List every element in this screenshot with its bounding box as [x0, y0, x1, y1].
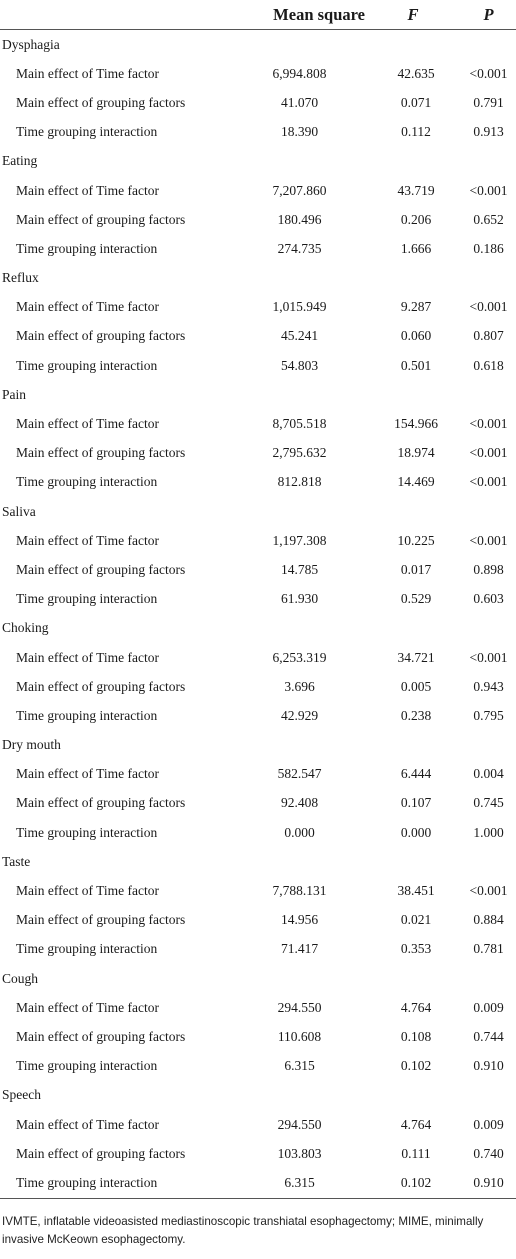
table-footnote: IVMTE, inflatable videoasisted mediastinoscopic transhiatal esophagectomy; MIME, minimally invasive McKeown esophagectomy.	[2, 1215, 484, 1246]
group-label: Eating	[2, 153, 38, 169]
table-row	[0, 1168, 516, 1198]
group-label: Taste	[2, 853, 31, 869]
mean-square-value: 14.956	[280, 912, 319, 928]
header-p: P	[451, 0, 516, 30]
effect-label: Time grouping interaction	[16, 824, 158, 840]
f-value: 0.501	[400, 357, 432, 373]
p-value: 0.744	[473, 1028, 504, 1044]
table-row	[0, 876, 516, 905]
table-row	[0, 906, 516, 935]
effect-label: Main effect of grouping factors	[16, 912, 186, 928]
group-label: Choking	[2, 620, 49, 636]
group-label: Saliva	[2, 503, 36, 519]
mean-square-value: 71.417	[280, 941, 319, 957]
mean-square-value: 1,197.308	[272, 532, 327, 548]
p-value: 0.910	[473, 1058, 504, 1074]
f-value: 34.721	[397, 649, 435, 665]
mean-square-value: 18.390	[280, 124, 319, 140]
table-row	[0, 1110, 516, 1139]
f-value: 38.451	[397, 883, 435, 899]
mean-square-value: 6.315	[284, 1058, 315, 1074]
mean-square-value: 180.496	[277, 211, 322, 227]
mean-square-value: 3.696	[284, 678, 315, 694]
f-value: 9.287	[400, 299, 432, 315]
mean-square-value: 8,705.518	[272, 416, 327, 432]
table-row	[0, 351, 516, 380]
header-label	[0, 0, 220, 30]
p-value: 0.898	[473, 561, 504, 577]
p-value: 0.740	[473, 1145, 504, 1161]
group-row	[0, 497, 516, 526]
mean-square-value: 42.929	[280, 707, 319, 723]
effect-label: Main effect of Time factor	[16, 182, 159, 198]
p-value: 0.004	[473, 766, 504, 782]
group-row	[0, 264, 516, 293]
table-row	[0, 585, 516, 614]
effect-label: Main effect of Time factor	[16, 532, 159, 548]
f-value: 0.060	[400, 328, 432, 344]
p-value: 0.943	[473, 678, 504, 694]
f-value: 0.107	[400, 795, 432, 811]
effect-label: Main effect of Time factor	[16, 649, 159, 665]
effect-label: Main effect of grouping factors	[16, 561, 186, 577]
group-row	[0, 847, 516, 876]
mean-square-value: 103.803	[277, 1145, 322, 1161]
table-body	[0, 30, 516, 1199]
effect-label: Time grouping interaction	[16, 941, 158, 957]
effect-label: Main effect of grouping factors	[16, 795, 186, 811]
f-value: 0.102	[400, 1058, 432, 1074]
f-value: 0.071	[400, 94, 432, 110]
f-value: 0.529	[400, 591, 432, 607]
table-row	[0, 293, 516, 322]
table-row	[0, 789, 516, 818]
effect-label: Time grouping interaction	[16, 124, 158, 140]
f-value: 10.225	[397, 532, 435, 548]
mean-square-value: 274.735	[277, 240, 322, 256]
effect-label: Main effect of Time factor	[16, 1116, 159, 1132]
group-label: Speech	[2, 1087, 41, 1103]
p-value: 0.652	[473, 211, 504, 227]
group-row	[0, 614, 516, 643]
mean-square-value: 14.785	[280, 561, 319, 577]
group-row	[0, 380, 516, 409]
table-row	[0, 1139, 516, 1168]
group-row	[0, 964, 516, 993]
p-value: 0.009	[473, 999, 504, 1015]
p-value: <0.001	[469, 299, 508, 315]
p-value: 0.618	[473, 357, 504, 373]
p-value: <0.001	[469, 65, 508, 81]
header-row	[0, 0, 516, 30]
effect-label: Main effect of grouping factors	[16, 678, 186, 694]
table-row	[0, 118, 516, 147]
group-row	[0, 30, 516, 60]
effect-label: Main effect of grouping factors	[16, 94, 186, 110]
f-value: 6.444	[400, 766, 432, 782]
mean-square-value: 54.803	[280, 357, 319, 373]
f-value: 0.108	[400, 1028, 432, 1044]
effect-label: Main effect of grouping factors	[16, 1145, 186, 1161]
table-row	[0, 526, 516, 555]
f-value: 42.635	[397, 65, 435, 81]
f-value: 0.206	[400, 211, 432, 227]
f-value: 0.021	[400, 912, 432, 928]
p-value: 0.745	[473, 795, 504, 811]
group-row	[0, 731, 516, 760]
f-value: 18.974	[397, 445, 435, 461]
f-value: 43.719	[397, 182, 435, 198]
f-value: 154.966	[394, 416, 438, 432]
table-row	[0, 409, 516, 438]
table-row	[0, 1022, 516, 1051]
p-value: 1.000	[473, 824, 504, 840]
mean-square-value: 0.000	[284, 824, 315, 840]
mean-square-value: 1,015.949	[272, 299, 327, 315]
table-row	[0, 234, 516, 263]
f-value: 0.238	[400, 707, 432, 723]
header-mean-square: Mean square	[220, 0, 375, 30]
table-row	[0, 935, 516, 964]
effect-label: Time grouping interaction	[16, 707, 158, 723]
effect-label: Main effect of grouping factors	[16, 445, 186, 461]
f-value: 14.469	[397, 474, 435, 490]
group-label: Dry mouth	[2, 737, 61, 753]
f-value: 0.102	[375, 1168, 451, 1198]
p-value: 0.795	[473, 707, 504, 723]
table-row	[0, 555, 516, 584]
effect-label: Main effect of grouping factors	[16, 328, 186, 344]
p-value: <0.001	[469, 445, 508, 461]
table-row	[0, 701, 516, 730]
mean-square-value: 6.315	[220, 1168, 375, 1198]
group-row	[0, 147, 516, 176]
mean-square-value: 110.608	[277, 1028, 322, 1044]
p-value: <0.001	[469, 532, 508, 548]
table-row	[0, 1052, 516, 1081]
table-row	[0, 468, 516, 497]
effect-label: Main effect of Time factor	[16, 883, 159, 899]
f-value: 0.017	[400, 561, 432, 577]
table-row	[0, 322, 516, 351]
p-value: 0.186	[473, 240, 504, 256]
p-value: <0.001	[469, 182, 508, 198]
p-value: <0.001	[469, 649, 508, 665]
table-row	[0, 176, 516, 205]
mean-square-value: 812.818	[277, 474, 322, 490]
f-value: 0.111	[401, 1145, 431, 1161]
mean-square-value: 582.547	[277, 766, 322, 782]
mean-square-value: 45.241	[280, 328, 319, 344]
effect-label: Time grouping interaction	[16, 357, 158, 373]
group-label: Dysphagia	[2, 36, 60, 52]
effect-label: Main effect of grouping factors	[16, 1028, 186, 1044]
f-value: 0.353	[400, 941, 432, 957]
table-row	[0, 993, 516, 1022]
effect-label: Main effect of Time factor	[16, 999, 159, 1015]
header-f: F	[375, 0, 451, 30]
table-row	[0, 672, 516, 701]
effect-label: Main effect of grouping factors	[16, 211, 186, 227]
effect-label: Time grouping interaction	[16, 240, 158, 256]
p-value: 0.884	[473, 912, 504, 928]
effect-label: Main effect of Time factor	[16, 766, 159, 782]
mean-square-value: 6,253.319	[272, 649, 327, 665]
mean-square-value: 92.408	[280, 795, 319, 811]
effect-label: Main effect of Time factor	[16, 299, 159, 315]
table-row	[0, 59, 516, 88]
f-value: 1.666	[400, 240, 432, 256]
mean-square-value: 294.550	[277, 1116, 322, 1132]
table-row	[0, 643, 516, 672]
effect-label: Main effect of Time factor	[16, 65, 159, 81]
effect-label: Time grouping interaction	[16, 474, 158, 490]
mean-square-value: 6,994.808	[272, 65, 327, 81]
mean-square-value: 7,207.860	[272, 182, 327, 198]
p-value: <0.001	[469, 416, 508, 432]
group-label: Cough	[2, 970, 39, 986]
mean-square-value: 294.550	[277, 999, 322, 1015]
table-row	[0, 205, 516, 234]
p-value: 0.791	[473, 94, 504, 110]
p-value: 0.910	[451, 1168, 516, 1198]
mean-square-value: 7,788.131	[272, 883, 327, 899]
effect-label: Main effect of Time factor	[16, 416, 159, 432]
f-value: 4.764	[400, 999, 432, 1015]
p-value: 0.807	[473, 328, 504, 344]
f-value: 4.764	[400, 1116, 432, 1132]
group-row	[0, 1081, 516, 1110]
p-value: 0.781	[473, 941, 504, 957]
group-label: Pain	[2, 386, 27, 402]
mean-square-value: 41.070	[280, 94, 319, 110]
effect-label: Time grouping interaction	[0, 1168, 220, 1198]
group-label: Reflux	[2, 270, 39, 286]
p-value: <0.001	[469, 883, 508, 899]
f-value: 0.000	[400, 824, 432, 840]
table-row	[0, 439, 516, 468]
f-value: 0.112	[401, 124, 431, 140]
mean-square-value: 2,795.632	[272, 445, 327, 461]
p-value: 0.603	[473, 591, 504, 607]
p-value: 0.913	[473, 124, 504, 140]
table-row	[0, 88, 516, 117]
mean-square-value: 61.930	[280, 591, 319, 607]
f-value: 0.005	[400, 678, 432, 694]
p-value: 0.009	[473, 1116, 504, 1132]
table-row	[0, 760, 516, 789]
table-row	[0, 818, 516, 847]
effect-label: Time grouping interaction	[16, 591, 158, 607]
table-header	[0, 0, 516, 30]
p-value: <0.001	[469, 474, 508, 490]
effect-label: Time grouping interaction	[16, 1058, 158, 1074]
